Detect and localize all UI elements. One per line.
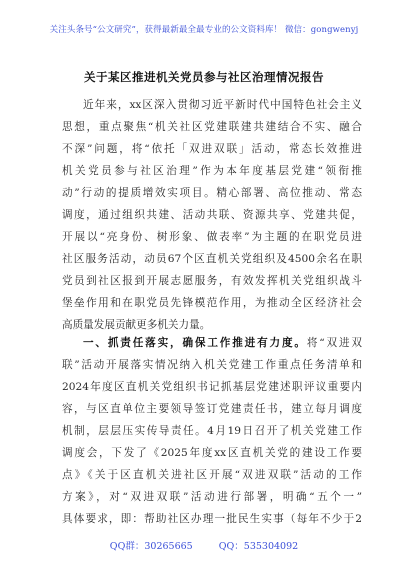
- text-line: 方案》，对“双进双联”活动进行部署，明确“五个一”: [62, 491, 362, 503]
- header-banner: 关注头条号“公文研究”，获得最新最全最专业的公文资料库！ 微信：gongwenyj: [49, 25, 359, 35]
- document-title: 关于某区推进机关党员参与社区治理情况报告: [84, 70, 324, 84]
- paragraph-section-1: [62, 332, 362, 530]
- text-line: 调度，通过组织共建、活动共联、资源共享、党建共促，: [62, 209, 362, 221]
- text-line: 堡垒作用和在职党员先锋模范作用，为推动全区经济社会: [62, 297, 362, 309]
- text-line: 思想，重点聚焦“机关社区党建联建共建结合不实、融合: [62, 121, 362, 133]
- text-line: 社区服务活动，动员67个区直机关党组织及4500余名在职: [62, 253, 362, 265]
- text-fragment: 将“双进双: [306, 337, 362, 349]
- text-line: 开展以“亮身份、树形象、做表率”为主题的在职党员进: [62, 231, 362, 243]
- paragraph-intro: [62, 94, 362, 336]
- text-line: 动”行动的提质增效实项目。精心部署、高位推动、常态: [62, 187, 362, 199]
- section-1-heading: 一、抓责任落实，确保工作推进有力度。: [83, 337, 307, 349]
- text-line: 具体要求，即：帮助社区办理一批民生实事（每年不少于2: [62, 513, 362, 525]
- qq-number-text: QQ：535304092: [218, 541, 299, 552]
- text-line: 点》《关于区直机关进社区开展“双进双联”活动的工作: [62, 469, 362, 481]
- footer-contact: [0, 538, 408, 552]
- text-line: 机制，层层压实传导责任。4月19日召开了机关党建工作: [62, 425, 362, 437]
- text-line: 高质量发展贡献更多机关力量。: [62, 319, 211, 331]
- text-line: 党员到社区报到开展志愿服务，有效发挥机关党组织战斗: [62, 275, 362, 287]
- text-line: 调度会，下发了《2025年度xx区直机关党的建设工作要: [62, 447, 362, 459]
- qq-group-text: QQ群：30265665: [109, 541, 193, 552]
- text-line: 近年来，xx区深入贯彻习近平新时代中国特色社会主义: [83, 99, 362, 111]
- text-line: 不深”问题，将“依托「双进双联」活动，常态长效推进: [62, 143, 362, 155]
- text-line: 机关党员参与社区治理”作为本年度基层党建“领衔推: [62, 165, 362, 177]
- text-line: 容，与区直单位主要领导签订党建责任书，建立每月调度: [62, 403, 362, 415]
- text-line: 2024年度区直机关党组织书记抓基层党建述职评议重要内: [62, 381, 362, 393]
- section-1-first-line: [62, 332, 362, 354]
- text-line: 联”活动开展落实情况纳入机关党建工作重点任务清单和: [62, 359, 362, 371]
